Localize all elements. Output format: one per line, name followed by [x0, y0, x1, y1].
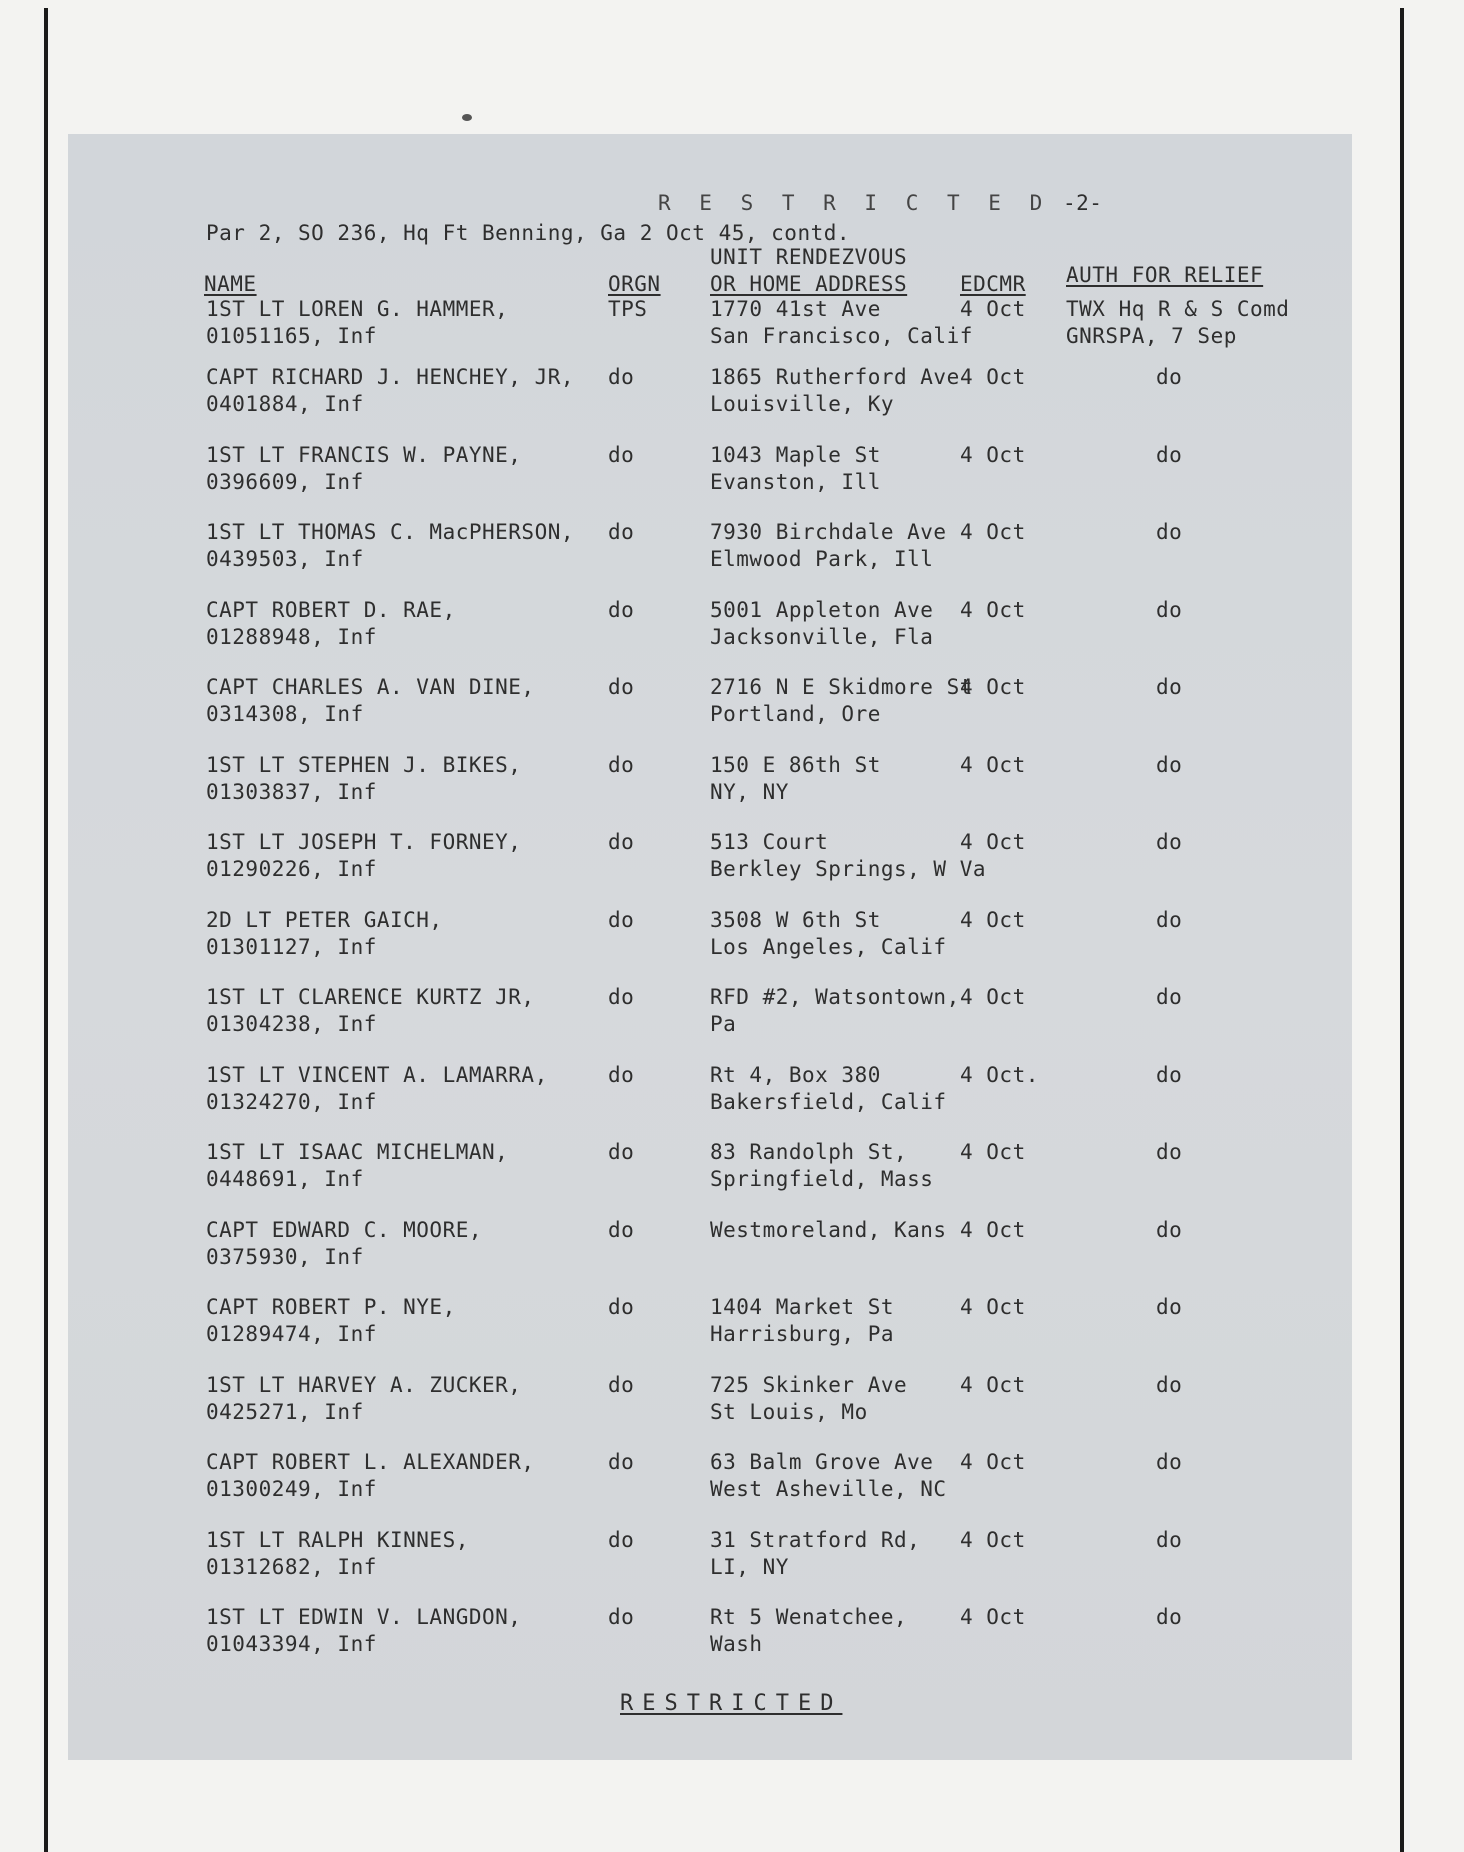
auth-line1: do [1156, 1450, 1183, 1474]
edcmr-date: 4 Oct [960, 1217, 1026, 1242]
officer-orgn: do [608, 1527, 635, 1552]
officer-orgn: do [608, 1062, 635, 1087]
roster-entry [68, 674, 1352, 734]
address-line1: 5001 Appleton Ave [710, 597, 934, 622]
officer-name: 1ST LT CLARENCE KURTZ JR, [206, 985, 535, 1009]
roster-entry [68, 364, 1352, 424]
ink-speck [462, 114, 472, 121]
officer-serial: 0314308, Inf [206, 702, 364, 726]
officer-name: CAPT EDWARD C. MOORE, [206, 1217, 483, 1242]
officer-orgn: do [608, 675, 635, 699]
address-line1: Rt 5 Wenatchee, [710, 1605, 908, 1629]
edcmr-date: 4 Oct [960, 297, 1026, 321]
officer-orgn: do [608, 907, 635, 932]
edcmr-date: 4 Oct [960, 365, 1026, 389]
officer-name: CAPT ROBERT L. ALEXANDER, [206, 1450, 535, 1474]
auth-line1: do [1156, 907, 1183, 932]
address-line1: 1043 Maple St [710, 442, 881, 467]
officer-serial: 01288948, Inf [206, 624, 377, 649]
binder-edge-right [1400, 8, 1404, 1852]
address-line1: RFD #2, Watsontown, [710, 985, 960, 1009]
auth-line1: do [1156, 830, 1183, 854]
address-line2: Jacksonville, Fla [710, 624, 934, 649]
address-line2: Pa [710, 1012, 737, 1036]
officer-name: 1ST LT LOREN G. HAMMER, [206, 297, 509, 321]
column-header-orgn: ORGN [608, 272, 661, 296]
auth-line1: do [1156, 520, 1183, 544]
roster-entry [68, 296, 1352, 356]
auth-line1: do [1156, 985, 1183, 1009]
roster-entry [68, 1062, 1352, 1122]
auth-line1: do [1156, 752, 1183, 777]
officer-serial: 0439503, Inf [206, 547, 364, 571]
officer-serial: 01312682, Inf [206, 1554, 377, 1579]
address-line1: 1770 41st Ave [710, 297, 881, 321]
address-line2: Springfield, Mass [710, 1167, 934, 1191]
auth-line1: do [1156, 675, 1183, 699]
roster-entry [68, 752, 1352, 812]
classification-top: R E S T R I C T E D [658, 191, 1051, 215]
officer-serial: 01043394, Inf [206, 1632, 377, 1656]
edcmr-date: 4 Oct [960, 520, 1026, 544]
edcmr-date: 4 Oct [960, 752, 1026, 777]
officer-orgn: do [608, 1140, 635, 1164]
address-line2: Los Angeles, Calif [710, 934, 947, 959]
address-line1: 31 Stratford Rd, [710, 1527, 921, 1552]
roster-entry [68, 519, 1352, 579]
auth-line1: do [1156, 1527, 1183, 1552]
auth-line1: do [1156, 365, 1183, 389]
roster-entry [68, 907, 1352, 967]
edcmr-date: 4 Oct [960, 675, 1026, 699]
address-line2: LI, NY [710, 1554, 789, 1579]
edcmr-date: 4 Oct [960, 1605, 1026, 1629]
officer-orgn: do [608, 985, 635, 1009]
officer-orgn: do [608, 1450, 635, 1474]
officer-name: 1ST LT HARVEY A. ZUCKER, [206, 1372, 522, 1397]
auth-line1: do [1156, 1062, 1183, 1087]
officer-serial: 0425271, Inf [206, 1399, 364, 1424]
officer-name: 1ST LT STEPHEN J. BIKES, [206, 752, 522, 777]
roster-entry [68, 829, 1352, 889]
officer-name: 1ST LT RALPH KINNES, [206, 1527, 469, 1552]
roster-entry [68, 1139, 1352, 1199]
address-line2: Evanston, Ill [710, 469, 881, 494]
address-line1: 83 Randolph St, [710, 1140, 908, 1164]
address-line2: Elmwood Park, Ill [710, 547, 934, 571]
auth-line1: do [1156, 1295, 1183, 1319]
edcmr-date: 4 Oct. [960, 1062, 1039, 1087]
officer-serial: 01324270, Inf [206, 1089, 377, 1114]
officer-orgn: do [608, 597, 635, 622]
officer-name: 1ST LT FRANCIS W. PAYNE, [206, 442, 522, 467]
roster-entry [68, 984, 1352, 1044]
roster-entry [68, 1449, 1352, 1509]
officer-orgn: do [608, 752, 635, 777]
officer-serial: 0396609, Inf [206, 469, 364, 494]
edcmr-date: 4 Oct [960, 1527, 1026, 1552]
roster-entry [68, 1527, 1352, 1587]
officer-orgn: do [608, 1605, 635, 1629]
address-line1: 7930 Birchdale Ave [710, 520, 947, 544]
officer-serial: 0401884, Inf [206, 392, 364, 416]
edcmr-date: 4 Oct [960, 985, 1026, 1009]
officer-serial: 01051165, Inf [206, 324, 377, 348]
address-line1: 150 E 86th St [710, 752, 881, 777]
officer-orgn: TPS [608, 297, 648, 321]
address-line2: Harrisburg, Pa [710, 1322, 895, 1346]
edcmr-date: 4 Oct [960, 1372, 1026, 1397]
officer-name: 1ST LT VINCENT A. LAMARRA, [206, 1062, 548, 1087]
roster-entry [68, 1372, 1352, 1432]
officer-serial: 01301127, Inf [206, 934, 377, 959]
address-line2: Bakersfield, Calif [710, 1089, 947, 1114]
address-line2: Louisville, Ky [710, 392, 895, 416]
column-header-address-line1: UNIT RENDEZVOUS [710, 245, 908, 269]
officer-serial: 01290226, Inf [206, 857, 377, 881]
edcmr-date: 4 Oct [960, 1140, 1026, 1164]
officer-serial: 01300249, Inf [206, 1477, 377, 1501]
address-line1: Westmoreland, Kans [710, 1217, 947, 1242]
edcmr-date: 4 Oct [960, 1450, 1026, 1474]
roster-entry [68, 1217, 1352, 1277]
column-header-edcmr: EDCMR [960, 272, 1026, 296]
header-line: Par 2, SO 236, Hq Ft Benning, Ga 2 Oct 45, contd. [206, 221, 851, 245]
auth-line1: do [1156, 1140, 1183, 1164]
address-line2: San Francisco, Calif [710, 324, 973, 348]
address-line1: 63 Balm Grove Ave [710, 1450, 934, 1474]
officer-name: CAPT ROBERT D. RAE, [206, 597, 456, 622]
page-number: -2- [1063, 191, 1103, 215]
officer-name: 2D LT PETER GAICH, [206, 907, 443, 932]
edcmr-date: 4 Oct [960, 597, 1026, 622]
address-line1: 1865 Rutherford Ave [710, 365, 960, 389]
address-line2: St Louis, Mo [710, 1399, 868, 1424]
auth-line1: do [1156, 1605, 1183, 1629]
auth-line1: TWX Hq R & S Comd [1066, 297, 1290, 321]
officer-name: 1ST LT THOMAS C. MacPHERSON, [206, 520, 575, 544]
roster-entry [68, 1294, 1352, 1354]
auth-line1: do [1156, 1217, 1183, 1242]
officer-serial: 0448691, Inf [206, 1167, 364, 1191]
officer-orgn: do [608, 365, 635, 389]
address-line1: 2716 N E Skidmore St [710, 675, 973, 699]
edcmr-date: 4 Oct [960, 907, 1026, 932]
officer-orgn: do [608, 1295, 635, 1319]
column-header-auth: AUTH FOR RELIEF [1066, 263, 1264, 287]
officer-serial: 01303837, Inf [206, 779, 377, 804]
address-line1: 1404 Market St [710, 1295, 895, 1319]
officer-serial: 01304238, Inf [206, 1012, 377, 1036]
column-header-name: NAME [204, 272, 257, 296]
binder-edge-left [44, 8, 48, 1852]
address-line1: 3508 W 6th St [710, 907, 881, 932]
address-line2: Portland, Ore [710, 702, 881, 726]
auth-line2: GNRSPA, 7 Sep [1066, 324, 1237, 348]
classification-bottom: RESTRICTED [620, 1691, 843, 1716]
edcmr-date: 4 Oct [960, 830, 1026, 854]
officer-orgn: do [608, 442, 635, 467]
edcmr-date: 4 Oct [960, 1295, 1026, 1319]
address-line1: Rt 4, Box 380 [710, 1062, 881, 1087]
officer-name: CAPT RICHARD J. HENCHEY, JR, [206, 365, 575, 389]
column-header-address-line2: OR HOME ADDRESS [710, 272, 908, 296]
officer-orgn: do [608, 830, 635, 854]
officer-name: CAPT ROBERT P. NYE, [206, 1295, 456, 1319]
auth-line1: do [1156, 1372, 1183, 1397]
officer-orgn: do [608, 1217, 635, 1242]
officer-name: 1ST LT JOSEPH T. FORNEY, [206, 830, 522, 854]
roster-entry [68, 442, 1352, 502]
address-line1: 513 Court [710, 830, 829, 854]
auth-line1: do [1156, 597, 1183, 622]
address-line2: NY, NY [710, 779, 789, 804]
officer-orgn: do [608, 1372, 635, 1397]
auth-line1: do [1156, 442, 1183, 467]
address-line2: Berkley Springs, W Va [710, 857, 987, 881]
address-line1: 725 Skinker Ave [710, 1372, 908, 1397]
roster-entry [68, 597, 1352, 657]
address-line2: West Asheville, NC [710, 1477, 947, 1501]
officer-orgn: do [608, 520, 635, 544]
officer-name: 1ST LT EDWIN V. LANGDON, [206, 1605, 522, 1629]
document-page [68, 134, 1352, 1760]
edcmr-date: 4 Oct [960, 442, 1026, 467]
officer-name: CAPT CHARLES A. VAN DINE, [206, 675, 535, 699]
officer-serial: 0375930, Inf [206, 1244, 364, 1269]
roster-entry [68, 1604, 1352, 1664]
officer-serial: 01289474, Inf [206, 1322, 377, 1346]
officer-name: 1ST LT ISAAC MICHELMAN, [206, 1140, 509, 1164]
address-line2: Wash [710, 1632, 763, 1656]
